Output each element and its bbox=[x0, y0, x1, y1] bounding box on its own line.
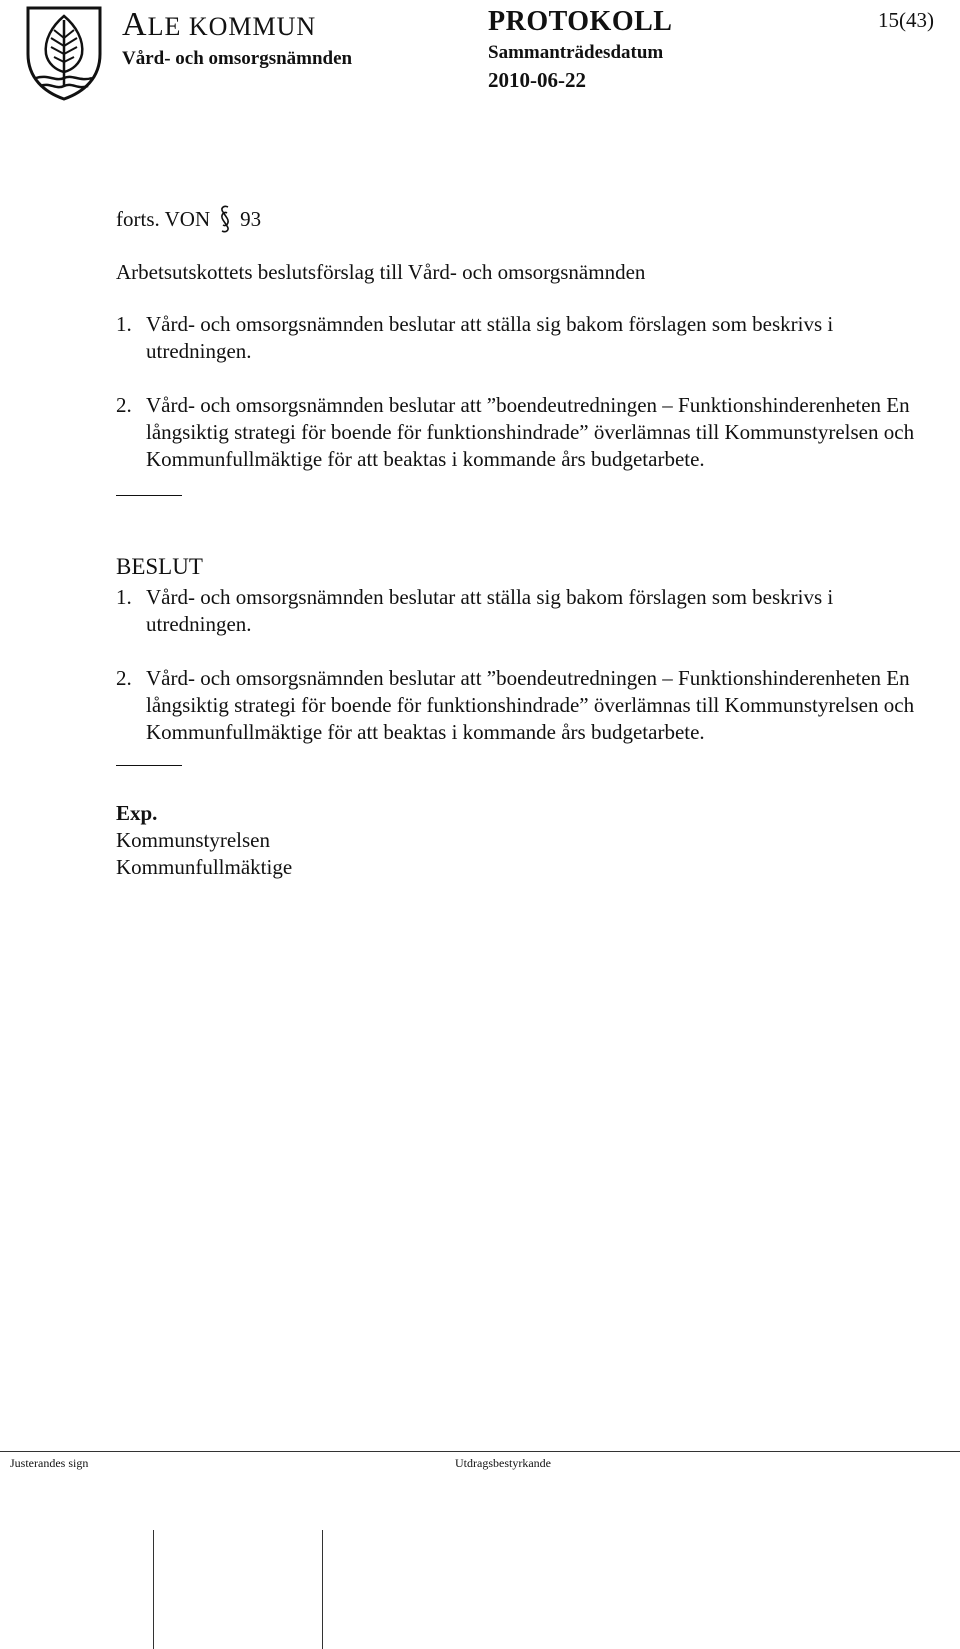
section-ref-prefix: forts. VON bbox=[116, 206, 211, 231]
section-ref-number: 93 bbox=[240, 206, 262, 231]
distribution-label: Exp. bbox=[116, 801, 158, 825]
meeting-date: 2010-06-22 bbox=[488, 68, 586, 92]
item-text: Vård- och omsorgsnämnden beslutar att ställa sig bakom förslagen som beskrivs i utredningen. bbox=[146, 585, 834, 636]
item-number: 2. bbox=[116, 393, 132, 417]
list-item bbox=[116, 584, 936, 638]
decision-heading: BESLUT bbox=[116, 554, 203, 579]
proposal-list bbox=[116, 311, 936, 473]
distribution-recipient: Kommunfullmäktige bbox=[116, 855, 293, 879]
section-sign-icon bbox=[216, 204, 234, 234]
section-divider bbox=[116, 495, 182, 496]
ale-kommun-crest-icon bbox=[22, 2, 106, 102]
committee-name: Vård- och omsorgsnämnden bbox=[122, 48, 353, 69]
distribution-recipient: Kommunstyrelsen bbox=[116, 828, 270, 852]
meeting-date-label: Sammanträdesdatum bbox=[488, 42, 664, 63]
list-item bbox=[116, 392, 936, 473]
signature-box-divider bbox=[322, 1530, 323, 1649]
section-divider bbox=[116, 765, 182, 766]
item-text: Vård- och omsorgsnämnden beslutar att ”boendeutredningen – Funktionshinderenheten En långsiktig strategi för boende för funktionshindrade” överlämnas till Kommunstyrelsen och Kommunfullmäktige för att beaktas i kommande års budgetarbete. bbox=[146, 393, 915, 471]
org-name-rest: LE KOMMUN bbox=[147, 12, 317, 41]
item-number: 2. bbox=[116, 666, 132, 690]
page-number: 15(43) bbox=[878, 8, 934, 32]
list-item bbox=[116, 665, 936, 746]
certification-label: Utdragsbestyrkande bbox=[455, 1456, 551, 1470]
list-item bbox=[116, 311, 936, 365]
section-reference bbox=[116, 204, 936, 234]
footer-divider bbox=[0, 1451, 960, 1452]
item-number: 1. bbox=[116, 312, 132, 336]
item-text: Vård- och omsorgsnämnden beslutar att ”boendeutredningen – Funktionshinderenheten En långsiktig strategi för boende för funktionshindrade” överlämnas till Kommunstyrelsen och Kommunfullmäktige för att beaktas i kommande års budgetarbete. bbox=[146, 666, 915, 744]
decision-list bbox=[116, 584, 936, 746]
item-text: Vård- och omsorgsnämnden beslutar att ställa sig bakom förslagen som beskrivs i utredningen. bbox=[146, 312, 834, 363]
document-body bbox=[116, 204, 936, 881]
org-name-initial: A bbox=[122, 6, 148, 43]
signature-box-divider bbox=[153, 1530, 154, 1649]
proposal-heading: Arbetsutskottets beslutsförslag till Vård- och omsorgsnämnden bbox=[116, 260, 646, 284]
item-number: 1. bbox=[116, 585, 132, 609]
organization-name bbox=[122, 6, 316, 46]
document-type: PROTOKOLL bbox=[488, 6, 673, 37]
signature-label: Justerandes sign bbox=[10, 1456, 89, 1470]
